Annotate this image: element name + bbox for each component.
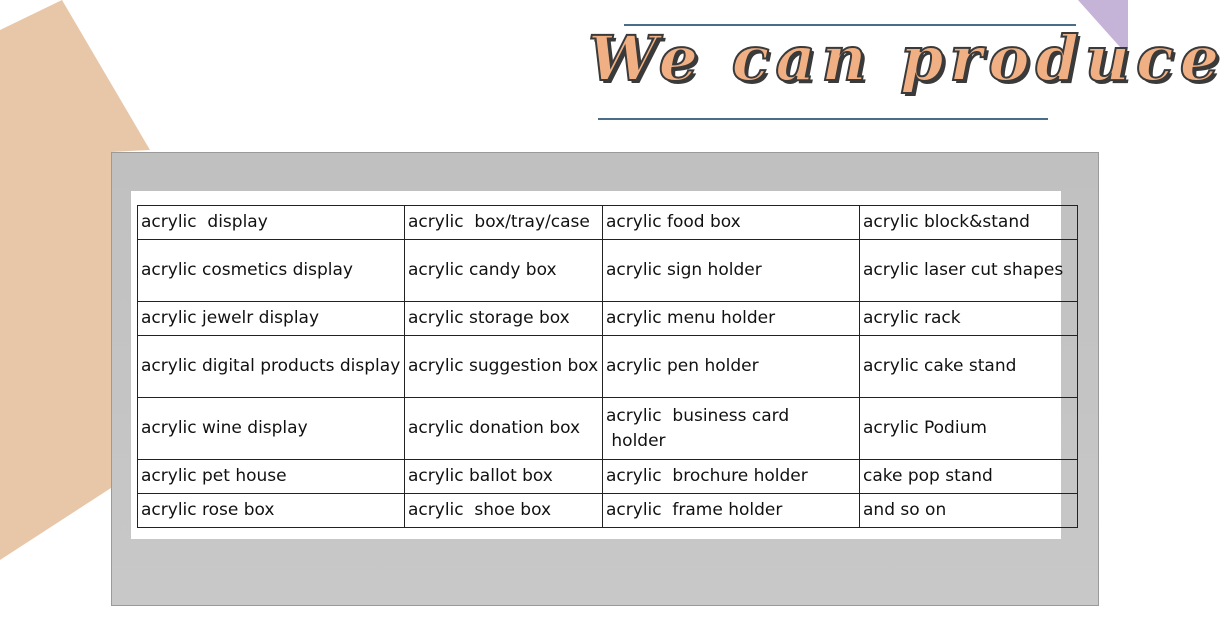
table-cell: acrylic rose box	[138, 494, 405, 528]
table-cell: acrylic digital products display	[138, 336, 405, 398]
table-cell: acrylic box/tray/case	[405, 206, 603, 240]
table-cell: acrylic wine display	[138, 398, 405, 460]
table-cell: acrylic pet house	[138, 460, 405, 494]
table-cell: acrylic jewelr display	[138, 302, 405, 336]
table-cell: acrylic Podium	[860, 398, 1078, 460]
table-cell: acrylic laser cut shapes	[860, 240, 1078, 302]
table-cell: and so on	[860, 494, 1078, 528]
products-table	[137, 205, 1078, 528]
table-cell: acrylic block&stand	[860, 206, 1078, 240]
table-cell: acrylic business card holder	[603, 398, 860, 460]
table-row	[138, 336, 1078, 398]
headline: We can produce	[588, 22, 1225, 95]
table-row	[138, 398, 1078, 460]
table-cell: acrylic sign holder	[603, 240, 860, 302]
table-row	[138, 494, 1078, 528]
table-cell: acrylic candy box	[405, 240, 603, 302]
headline-bottom-rule	[598, 118, 1048, 120]
table-cell: acrylic donation box	[405, 398, 603, 460]
table-cell: acrylic cake stand	[860, 336, 1078, 398]
table-row	[138, 460, 1078, 494]
table-cell: acrylic shoe box	[405, 494, 603, 528]
table-row	[138, 240, 1078, 302]
table-cell: cake pop stand	[860, 460, 1078, 494]
table-cell: acrylic storage box	[405, 302, 603, 336]
product-table-sheet	[131, 191, 1064, 539]
table-cell: acrylic menu holder	[603, 302, 860, 336]
table-cell: acrylic food box	[603, 206, 860, 240]
table-cell: acrylic display	[138, 206, 405, 240]
table-row	[138, 206, 1078, 240]
table-cell: acrylic ballot box	[405, 460, 603, 494]
table-cell: acrylic pen holder	[603, 336, 860, 398]
table-cell: acrylic rack	[860, 302, 1078, 336]
table-row	[138, 302, 1078, 336]
table-cell: acrylic brochure holder	[603, 460, 860, 494]
table-cell: acrylic suggestion box	[405, 336, 603, 398]
table-cell: acrylic cosmetics display	[138, 240, 405, 302]
table-cell: acrylic frame holder	[603, 494, 860, 528]
